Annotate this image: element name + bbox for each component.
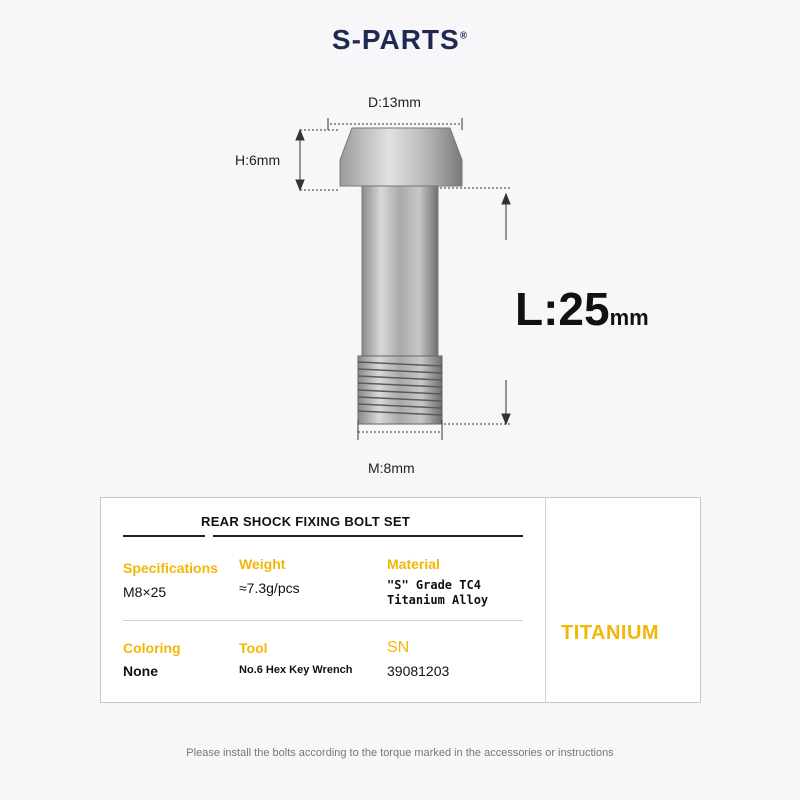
title-underline-notch	[205, 534, 213, 538]
thread-label: M:8mm	[368, 460, 415, 476]
card-divider	[123, 620, 523, 621]
sn-label: SN	[387, 639, 410, 656]
titanium-label: TITANIUM	[561, 622, 660, 644]
specifications-value: M8×25	[123, 584, 167, 600]
weight-label: Weight	[239, 556, 286, 572]
material-value-line1: "S" Grade TC4	[387, 578, 481, 592]
bolt-head	[340, 128, 462, 186]
spec-card	[100, 497, 701, 703]
title-underline	[123, 535, 523, 537]
tool-label: Tool	[239, 640, 268, 656]
registered-mark: ®	[459, 30, 469, 42]
material-label: Material	[387, 556, 440, 572]
specifications-label: Specifications	[123, 560, 218, 576]
weight-value: ≈7.3g/pcs	[239, 580, 300, 596]
height-dimension-line	[296, 130, 340, 190]
install-note: Please install the bolts according to the torque marked in the accessories or instructions	[186, 747, 614, 759]
brand-name: S-PARTS	[331, 24, 460, 55]
diameter-label: D:13mm	[368, 94, 421, 110]
head-height-label: H:6mm	[235, 152, 281, 168]
bolt-shank	[362, 186, 438, 356]
bolt-thread	[358, 356, 442, 424]
material-value-line2: Titanium Alloy	[387, 593, 489, 607]
length-value: L:25	[515, 283, 610, 335]
card-vertical-divider	[545, 498, 546, 702]
card-title: REAR SHOCK FIXING BOLT SET	[201, 514, 411, 529]
length-unit: mm	[609, 305, 649, 330]
length-label	[515, 282, 649, 336]
tool-value: No.6 Hex Key Wrench	[239, 664, 353, 676]
coloring-label: Coloring	[123, 640, 181, 656]
length-dimension-line	[440, 188, 510, 424]
sn-value: 39081203	[387, 663, 450, 679]
coloring-value: None	[123, 663, 158, 679]
